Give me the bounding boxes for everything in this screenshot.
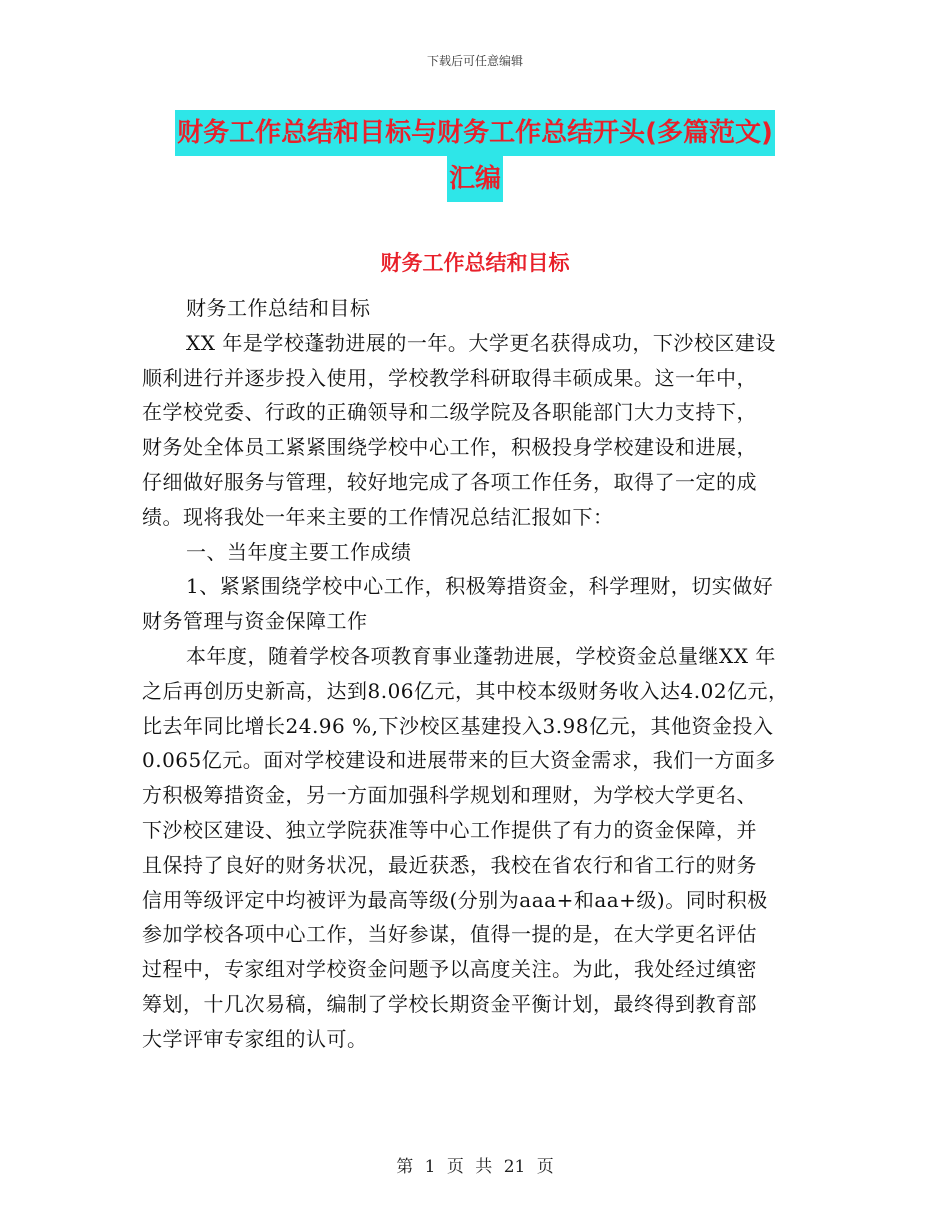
paragraph-line: 本年度，随着学校各项教育事业蓬勃进展，学校资金总量继XX 年 (186, 643, 776, 668)
paragraph-line: 方积极筹措资金，另一方面加强科学规划和理财，为学校大学更名、 (142, 783, 757, 808)
paragraph-line: 财务处全体员工紧紧围绕学校中心工作，积极投身学校建设和进展， (142, 435, 757, 460)
paragraph-line: 过程中，专家组对学校资金问题予以高度关注。为此，我处经过缜密 (142, 957, 757, 982)
title-line-1: 财务工作总结和目标与财务工作总结开头(多篇范文) (175, 110, 775, 156)
paragraph-line: 筹划，十几次易稿，编制了学校长期资金平衡计划，最终得到教育部 (142, 991, 757, 1016)
paragraph-line: 信用等级评定中均被评为最高等级(分别为aaa+和aa+级)。同时积极 (142, 887, 768, 912)
paragraph-line: 0.065亿元。面对学校建设和进展带来的巨大资金需求，我们一方面多 (142, 748, 776, 773)
title-line-2: 汇编 (447, 156, 503, 202)
paragraph-line: 比去年同比增长24.96 %,下沙校区基建投入3.98亿元，其他资金投入 (142, 713, 774, 738)
paragraph-line: 财务工作总结和目标 (186, 296, 371, 320)
paragraph-line: 仔细做好服务与管理，较好地完成了各项工作任务，取得了一定的成 (142, 469, 757, 494)
paragraph-line: XX 年是学校蓬勃进展的一年。大学更名获得成功，下沙校区建设 (186, 330, 776, 355)
paragraph-line: 顺利进行并逐步投入使用，学校教学科研取得丰硕成果。这一年中， (142, 365, 757, 390)
paragraph-line: 参加学校各项中心工作，当好参谋，值得一提的是，在大学更名评估 (142, 922, 757, 947)
paragraph-line: 之后再创历史新高，达到8.06亿元，其中校本级财务收入达4.02亿元， (142, 678, 789, 703)
paragraph-line: 且保持了良好的财务状况，最近获悉，我校在省农行和省工行的财务 (142, 852, 757, 877)
paragraph-line: 在学校党委、行政的正确领导和二级学院及各职能部门大力支持下， (142, 400, 757, 425)
paragraph-line: 一、当年度主要工作成绩 (186, 539, 412, 564)
paragraph-line: 财务管理与资金保障工作 (142, 609, 368, 634)
paragraph-line: 绩。现将我处一年来主要的工作情况总结汇报如下： (142, 504, 614, 529)
paragraph-line: 大学评审专家组的认可。 (142, 1026, 368, 1051)
paragraph-line: 下沙校区建设、独立学院获准等中心工作提供了有力的资金保障，并 (142, 817, 757, 842)
paragraph-line: 1、紧紧围绕学校中心工作，积极筹措资金，科学理财，切实做好 (186, 574, 774, 599)
page-header-note: 下载后可任意编辑 (426, 54, 523, 68)
document-body (142, 291, 822, 1057)
section-heading: 财务工作总结和目标 (380, 251, 570, 275)
document-title (0, 110, 950, 202)
page-number: 第 1 页 共 21 页 (396, 1157, 554, 1177)
